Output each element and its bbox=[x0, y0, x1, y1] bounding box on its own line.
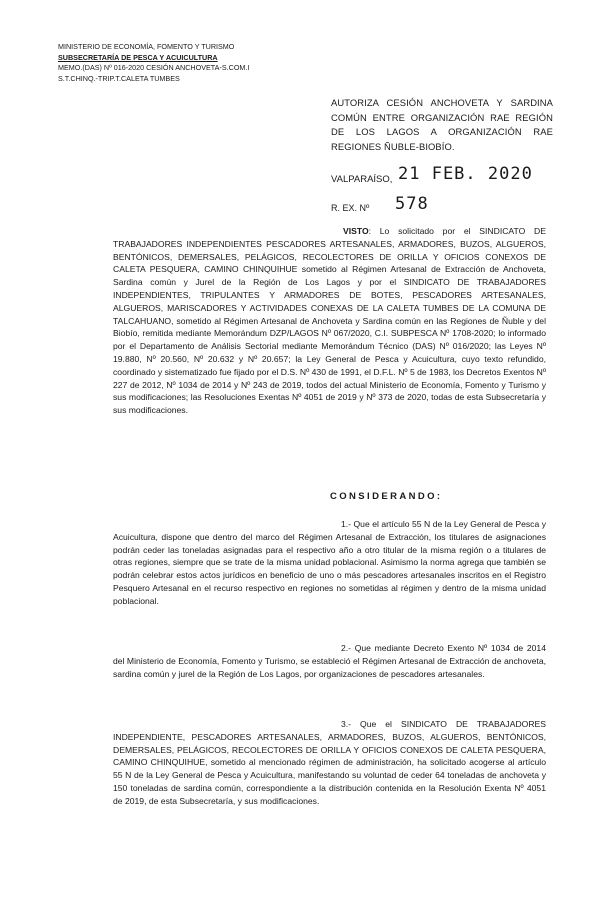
considerando-1-text: 1.- Que el artículo 55 N de la Ley General de Pesca y Acuicultura, dispone que dentro del marco del Régimen Artesanal de Extracción, los titulares de asignaciones podrán ceder las toneladas asignadas para el respectivo año a otro titular de la misma región o a titulares de otras regiones, siempre que se trate de la misma unidad poblacional. Asimismo la norma agrega que también se podrán celebrar estos actos jurídicos en beneficio de uno o más pescadores artesanales inscritos en el Registro Pesquero Artesanal en el recurso respectivo en regiones no sometidas al régimen y dentro de la misma unidad poblacional. bbox=[113, 519, 546, 606]
considerando-2-text: 2.- Que mediante Decreto Exento Nº 1034 de 2014 del Ministerio de Economía, Fomento y Turismo, se estableció el Régimen Artesanal de Extracción de anchoveta, sardina común y jurel de la Región de Los Lagos, por organizaciones de pescadores artesanales. bbox=[113, 643, 546, 679]
resolution-subject: AUTORIZA CESIÓN ANCHOVETA Y SARDINA COMÚN ENTRE ORGANIZACIÓN RAE REGIÓN DE LOS LAGOS A ORGANIZACIÓN RAE REGIONES ÑUBLE-BIOBÍO. bbox=[331, 97, 553, 152]
considerando-3-text: 3.- Que el SINDICATO DE TRABAJADORES INDEPENDIENTE, PESCADORES ARTESANALES, ARMADORES, BUZOS, ALGUEROS, BENTÓNICOS, DEMERSALES, PELÁGICOS, RECOLECTORES DE ORILLA Y OFICIOS CONEXOS DE CALETA PESQUERA, CAMINO CHINQUIHUE, sometido al mencionado régimen de administración, ha solicitado acogerse al artículo 55 N de la Ley General de Pesca y Acuicultura, manifestando su voluntad de ceder 64 toneladas de anchoveta y 150 toneladas de sardina común, correspondiente a la distribución contenida en la Resolución Exenta Nº 4051 de 2019, de esta Subsecretaría, y sus modificaciones. bbox=[113, 719, 546, 806]
visto-paragraph bbox=[113, 225, 546, 417]
rex-number: 578 bbox=[395, 194, 429, 214]
ministry-name: MINISTERIO DE ECONOMÍA, FOMENTO Y TURISMO bbox=[58, 42, 235, 51]
considerando-heading: CONSIDERANDO: bbox=[330, 491, 443, 502]
memo-reference: MEMO.(DAS) Nº 016-2020 CESIÓN ANCHOVETA-S.COM.I bbox=[58, 63, 250, 72]
place-label: VALPARAÍSO, bbox=[331, 174, 393, 185]
visto-text: : Lo solicitado por el SINDICATO DE TRABAJADORES INDEPENDIENTES PESCADORES ARTESANALES, ARMADORES, BUZOS, ALGUEROS, BENTÓNICOS, DEMERSALES, PELÁGICOS, RECOLECTORES DE ORILLA Y OFICIOS CONEXOS DE CALETA PESQUERA, CAMINO CHINQUIHUE sometido al Régimen Artesanal de Extracción de Anchoveta, Sardina común y Jurel de la Región de Los Lagos y por el SINDICATO DE TRABAJADORES INDEPENDIENTES, TRIPULANTES Y ARMADORES DE BOTES, PESCADORES ARTESANALES, ALGUEROS, MARISCADORES Y ACTIVIDADES CONEXAS DE LA CALETA TUMBES DE LA COMUNA DE TALCAHUANO, sometido al Régimen Artesanal de Anchoveta y Sardina común en las Regiones de Ñuble y del Biobío, remitida mediante Memorándum DZP/LAGOS Nº 067/2020, C.I. SUBPESCA Nº 1708-2020; lo informado por el Departamento de Análisis Sectorial mediante Memorándum Técnico (DAS) Nº 016/2020; las Leyes Nº 19.880, Nº 20.560, Nº 20.632 y Nº 20.657; la Ley General de Pesca y Acuicultura, cuyo texto refundido, coordinado y sistematizado fue fijado por el D.S. Nº 430 de 1991, el D.F.L. Nº 5 de 1983, los Decretos Exentos Nº 227 de 2012, Nº 1034 de 2014 y Nº 243 de 2019, todos del actual Ministerio de Economía, Fomento y Turismo y sus modificaciones; las Resoluciones Exentas Nº 4051 de 2019 y Nº 373 de 2020, todas de esta Subsecretaría y sus modificaciones. bbox=[113, 226, 546, 416]
considerando-2 bbox=[113, 642, 546, 680]
considerando-3 bbox=[113, 718, 546, 808]
considerando-1 bbox=[113, 518, 546, 608]
rex-label: R. EX. Nº bbox=[331, 203, 370, 213]
letterhead bbox=[58, 42, 268, 84]
visto-label: VISTO bbox=[343, 226, 369, 236]
date-stamp: 21 FEB. 2020 bbox=[398, 164, 533, 184]
memo-reference-2: S.T.CHINQ.-TRIP.T.CALETA TUMBES bbox=[58, 73, 180, 83]
undersecretariat-name: SUBSECRETARÍA DE PESCA Y ACUICULTURA bbox=[58, 52, 218, 62]
